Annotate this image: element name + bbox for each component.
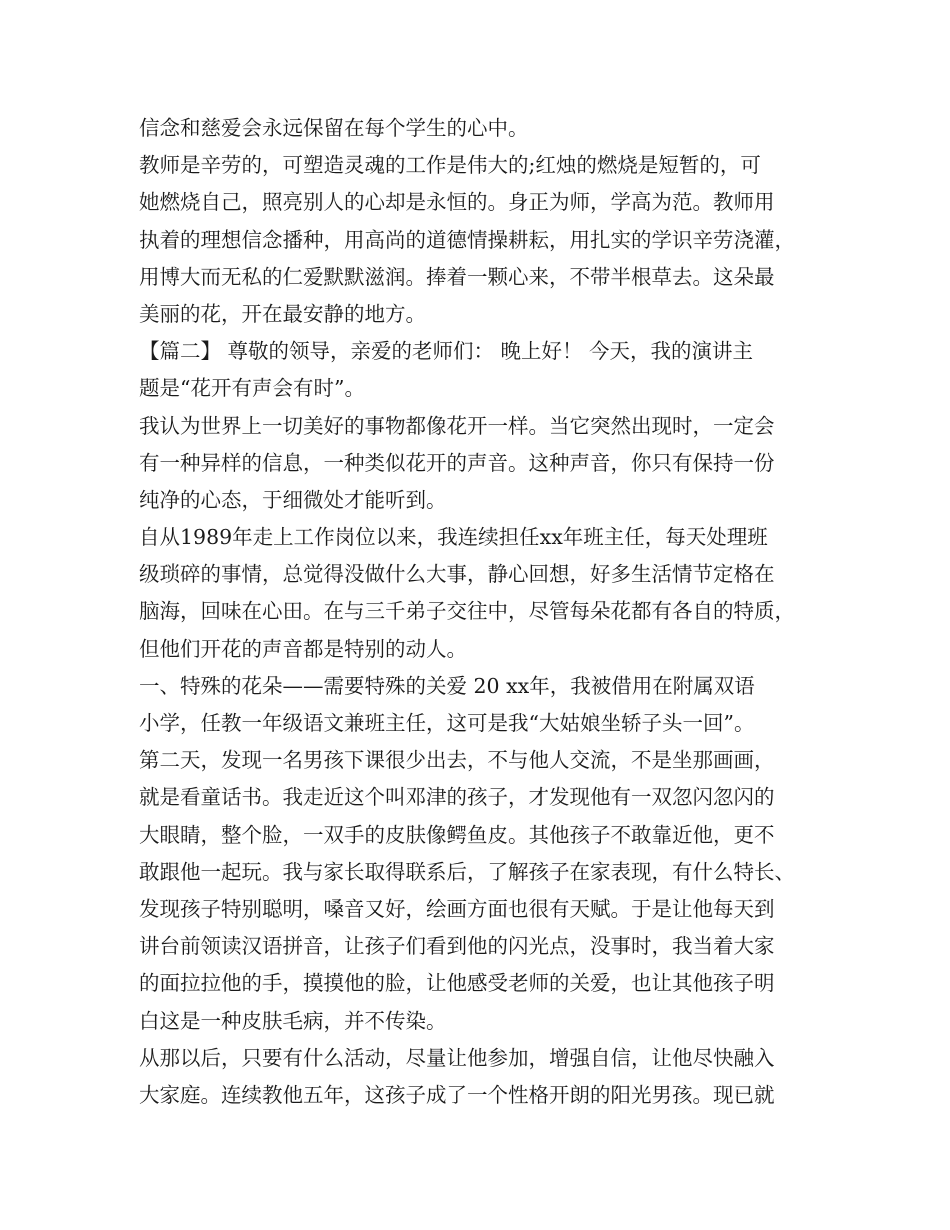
text-line: 我认为世界上一切美好的事物都像花开一样。当它突然出现时，一定会 bbox=[139, 413, 775, 438]
text-line: 题是“花开有声会有时”。 bbox=[139, 376, 365, 401]
text-line: 执着的理想信念播种，用高尚的道德情操耕耘，用扎实的学识辛劳浇灌， bbox=[139, 227, 795, 252]
text-line: 有一种异样的信息，一种类似花开的声音。这种声音，你只有保持一份 bbox=[139, 450, 775, 475]
text-line: 纯净的心态，于细微处才能听到。 bbox=[139, 487, 447, 512]
text-line: 美丽的花，开在最安静的地方。 bbox=[139, 301, 426, 326]
text-line: 敢跟他一起玩。我与家长取得联系后，了解孩子在家表现，有什么特长、 bbox=[139, 859, 795, 884]
text-line: 自从1989年走上工作岗位以来，我连续担任xx年班主任，每天处理班 bbox=[139, 525, 768, 550]
text-line: 但他们开花的声音都是特别的动人。 bbox=[139, 636, 467, 661]
text-line: 一、特殊的花朵——需要特殊的关爱 20 xx年，我被借用在附属双语 bbox=[139, 673, 755, 698]
text-line: 白这是一种皮肤毛病，并不传染。 bbox=[139, 1008, 447, 1033]
text-line: 级琐碎的事情，总觉得没做什么大事，静心回想，好多生活情节定格在 bbox=[139, 562, 775, 587]
text-line: 从那以后，只要有什么活动，尽量让他参加，增强自信，让他尽快融入 bbox=[139, 1045, 775, 1070]
text-line: 大眼睛，整个脸，一双手的皮肤像鳄鱼皮。其他孩子不敢靠近他，更不 bbox=[139, 822, 775, 847]
text-line: 教师是辛劳的，可塑造灵魂的工作是伟大的;红烛的燃烧是短暂的，可 bbox=[139, 153, 761, 178]
text-line: 信念和慈爱会永远保留在每个学生的心中。 bbox=[139, 116, 529, 140]
text-line: 的面拉拉他的手，摸摸他的脸，让他感受老师的关爱，也让其他孩子明 bbox=[139, 971, 775, 996]
text-line: 脑海，回味在心田。在与三千弟子交往中，尽管每朵花都有各自的特质， bbox=[139, 599, 795, 624]
text-line: 她燃烧自己，照亮别人的心却是永恒的。身正为师，学高为范。教师用 bbox=[139, 190, 775, 215]
text-line: 就是看童话书。我走近这个叫邓津的孩子，才发现他有一双忽闪忽闪的 bbox=[139, 785, 775, 810]
section-heading-line: 【篇二】 尊敬的领导，亲爱的老师们： 晚上好！ 今天，我的演讲主 bbox=[139, 339, 754, 364]
document-body bbox=[139, 110, 819, 1114]
text-line: 第二天，发现一名男孩下课很少出去，不与他人交流，不是坐那画画， bbox=[139, 748, 775, 773]
text-line: 讲台前领读汉语拼音，让孩子们看到他的闪光点，没事时，我当着大家 bbox=[139, 934, 775, 959]
text-line: 发现孩子特别聪明，嗓音又好，绘画方面也很有天赋。于是让他每天到 bbox=[139, 896, 775, 921]
text-line: 用博大而无私的仁爱默默滋润。捧着一颗心来，不带半根草去。这朵最 bbox=[139, 264, 775, 289]
text-line: 大家庭。连续教他五年，这孩子成了一个性格开朗的阳光男孩。现已就 bbox=[139, 1082, 775, 1107]
text-line: 小学，任教一年级语文兼班主任，这可是我“大姑娘坐轿子头一回”。 bbox=[139, 711, 755, 735]
